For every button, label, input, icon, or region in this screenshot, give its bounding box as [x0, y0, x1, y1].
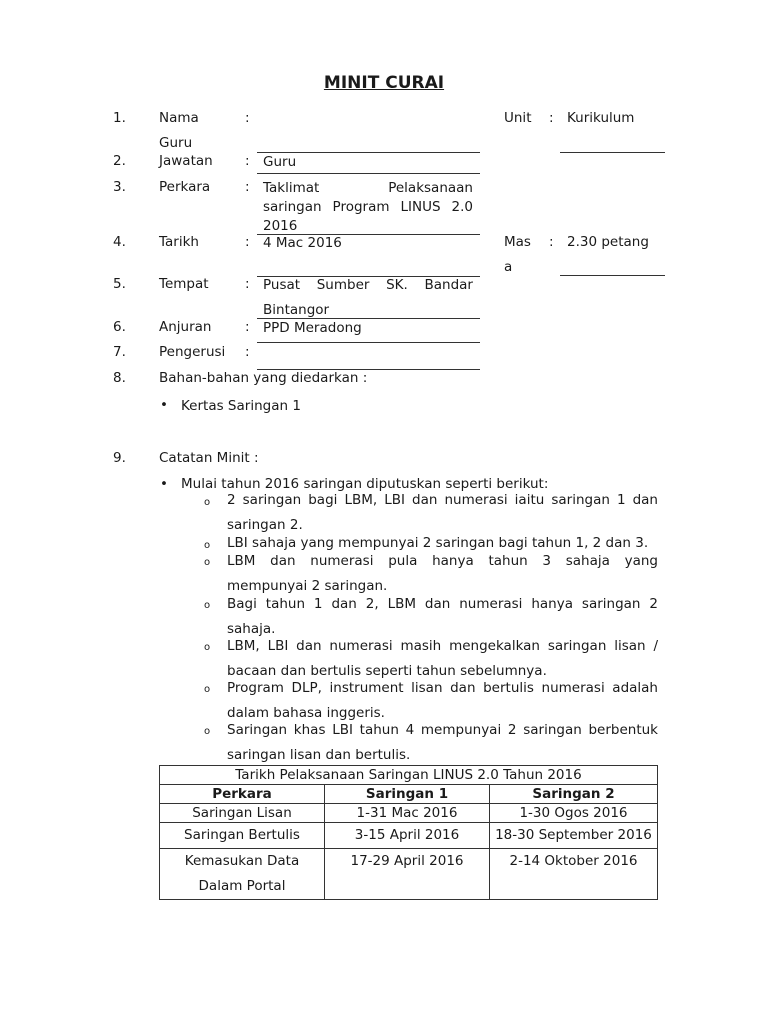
- field-value-masa: 2.30 petang: [567, 234, 649, 250]
- circle-bullet-icon: o: [204, 497, 211, 508]
- item-number: 6.: [113, 319, 126, 335]
- field-colon: :: [245, 179, 250, 195]
- table-cell: 1-31 Mac 2016: [325, 804, 490, 823]
- table-cell: Kemasukan Data Dalam Portal: [160, 849, 325, 900]
- section-heading-bahan: Bahan-bahan yang diedarkan :: [159, 370, 368, 386]
- field-label-jawatan: Jawatan: [159, 153, 213, 169]
- field-colon: :: [245, 344, 250, 360]
- field-value-perkara-line2: saringan Program LINUS 2.0: [263, 199, 473, 215]
- field-label-tempat: Tempat: [159, 276, 209, 292]
- field-label-masa-cont: a: [504, 259, 513, 275]
- bullet-icon: •: [160, 397, 168, 413]
- field-label-nama: Nama: [159, 110, 199, 126]
- table-row: [160, 849, 658, 900]
- item-number: 9.: [113, 450, 126, 466]
- list-item: Kertas Saringan 1: [181, 398, 301, 414]
- table-cell: 17-29 April 2016: [325, 849, 490, 900]
- field-label-unit: Unit: [504, 110, 532, 126]
- table-row: [160, 823, 658, 849]
- field-underline: [257, 173, 480, 174]
- circle-bullet-icon: o: [204, 557, 211, 568]
- field-value-tarikh: 4 Mac 2016: [263, 235, 342, 251]
- section-heading-catatan: Catatan Minit :: [159, 450, 259, 466]
- table-cell: Saringan Bertulis: [160, 823, 325, 849]
- field-value-unit: Kurikulum: [567, 110, 635, 126]
- field-value-anjuran: PPD Meradong: [263, 320, 362, 336]
- table-cell: 1-30 Ogos 2016: [490, 804, 658, 823]
- table-header: Saringan 1: [325, 785, 490, 804]
- field-value-perkara-line3: 2016: [263, 218, 298, 234]
- field-underline: [560, 275, 665, 276]
- schedule-table: [159, 765, 658, 900]
- circle-bullet-icon: o: [204, 600, 211, 611]
- table-cell: Saringan Lisan: [160, 804, 325, 823]
- table-cell: 18-30 September 2016: [490, 823, 658, 849]
- table-caption: Tarikh Pelaksanaan Saringan LINUS 2.0 Tahun 2016: [160, 766, 658, 785]
- field-colon: :: [549, 110, 554, 126]
- item-number: 1.: [113, 110, 126, 126]
- field-colon: :: [549, 234, 554, 250]
- field-label-pengerusi: Pengerusi: [159, 344, 226, 360]
- circle-bullet-icon: o: [204, 684, 211, 695]
- list-item: Program DLP, instrument lisan dan bertulis numerasi adalah dalam bahasa inggeris.: [227, 680, 658, 721]
- field-label-nama-cont: Guru: [159, 135, 193, 151]
- field-underline: [560, 152, 665, 153]
- field-colon: :: [245, 153, 250, 169]
- table-header: Perkara: [160, 785, 325, 804]
- field-label-tarikh: Tarikh: [159, 234, 199, 250]
- list-item: LBM, LBI dan numerasi masih mengekalkan saringan lisan / bacaan dan bertulis seperti tahun sebelumnya.: [227, 638, 658, 679]
- field-value-tempat-line2: Bintangor: [263, 302, 330, 318]
- field-colon: :: [245, 319, 250, 335]
- table-header: Saringan 2: [490, 785, 658, 804]
- list-item: Mulai tahun 2016 saringan diputuskan seperti berikut:: [181, 476, 549, 492]
- table-row: [160, 804, 658, 823]
- list-item: Saringan khas LBI tahun 4 mempunyai 2 saringan berbentuk saringan lisan dan bertulis.: [227, 722, 658, 763]
- list-item: 2 saringan bagi LBM, LBI dan numerasi iaitu saringan 1 dan saringan 2.: [227, 492, 658, 533]
- item-number: 5.: [113, 276, 126, 292]
- circle-bullet-icon: o: [204, 642, 211, 653]
- field-colon: :: [245, 234, 250, 250]
- field-value-tempat-line1: Pusat Sumber SK. Bandar: [263, 277, 473, 293]
- field-label-perkara: Perkara: [159, 179, 211, 195]
- bullet-icon: •: [160, 476, 168, 492]
- field-underline: [257, 342, 480, 343]
- circle-bullet-icon: o: [204, 726, 211, 737]
- table-cell: 2-14 Oktober 2016: [490, 849, 658, 900]
- list-item: LBM dan numerasi pula hanya tahun 3 sahaja yang mempunyai 2 saringan.: [227, 553, 658, 594]
- item-number: 8.: [113, 370, 126, 386]
- field-colon: :: [245, 276, 250, 292]
- list-item: LBI sahaja yang mempunyai 2 saringan bagi tahun 1, 2 dan 3.: [227, 535, 649, 551]
- field-label-masa: Mas: [504, 234, 531, 250]
- item-number: 7.: [113, 344, 126, 360]
- field-value-perkara-line1: Taklimat Pelaksanaan: [263, 180, 473, 196]
- table-cell: 3-15 April 2016: [325, 823, 490, 849]
- item-number: 2.: [113, 153, 126, 169]
- page-title: MINIT CURAI: [323, 73, 445, 93]
- field-label-anjuran: Anjuran: [159, 319, 212, 335]
- circle-bullet-icon: o: [204, 540, 211, 551]
- field-colon: :: [245, 110, 250, 126]
- list-item: Bagi tahun 1 dan 2, LBM dan numerasi hanya saringan 2 sahaja.: [227, 596, 658, 637]
- item-number: 4.: [113, 234, 126, 250]
- field-value-jawatan: Guru: [263, 154, 297, 170]
- item-number: 3.: [113, 179, 126, 195]
